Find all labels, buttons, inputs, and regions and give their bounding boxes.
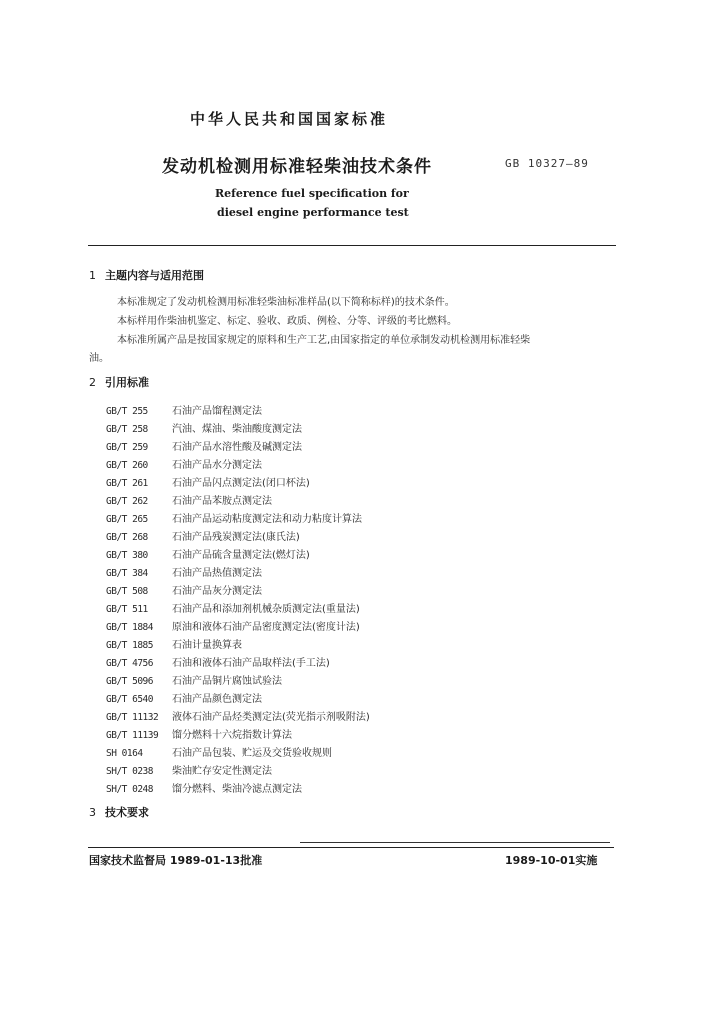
reference-code: GB/T 11132 xyxy=(106,712,159,723)
reference-row xyxy=(106,456,262,471)
reference-row xyxy=(106,726,292,741)
reference-code: SH/T 0238 xyxy=(106,766,153,777)
footer-divider-upper xyxy=(300,842,610,843)
section-2-title: 引用标准 xyxy=(105,376,149,389)
section-2-heading xyxy=(89,374,149,390)
reference-title: 石油和液体石油产品取样法(手工法) xyxy=(172,658,330,669)
reference-title: 馏分燃料、柴油冷滤点测定法 xyxy=(172,784,302,795)
reference-code: GB/T 508 xyxy=(106,586,148,597)
reference-code: GB/T 260 xyxy=(106,460,148,471)
standard-number: GB 10327—89 xyxy=(505,157,589,170)
reference-code: GB/T 511 xyxy=(106,604,148,615)
reference-title: 石油产品馏程测定法 xyxy=(172,406,262,417)
reference-title: 石油产品水溶性酸及碱测定法 xyxy=(172,442,302,453)
reference-row xyxy=(106,762,272,777)
document-title: 发动机检测用标准轻柴油技术条件 xyxy=(162,157,432,177)
reference-code: GB/T 265 xyxy=(106,514,148,525)
reference-code: GB/T 5096 xyxy=(106,676,153,687)
reference-code: GB/T 1885 xyxy=(106,640,153,651)
implementation-date: 1989-10-01实施 xyxy=(505,854,598,867)
section-3-title: 技术要求 xyxy=(105,806,149,819)
reference-code: GB/T 255 xyxy=(106,406,148,417)
reference-row xyxy=(106,564,262,579)
reference-code: GB/T 4756 xyxy=(106,658,153,669)
reference-title: 石油计量换算表 xyxy=(172,640,242,651)
reference-code: GB/T 258 xyxy=(106,424,148,435)
reference-row xyxy=(106,618,360,633)
reference-title: 原油和液体石油产品密度测定法(密度计法) xyxy=(172,622,360,633)
reference-title: 液体石油产品烃类测定法(荧光指示剂吸附法) xyxy=(172,712,370,723)
reference-row xyxy=(106,780,302,795)
section-3-number: 3 xyxy=(89,806,96,819)
section-3-heading xyxy=(89,804,149,820)
reference-row xyxy=(106,420,302,435)
reference-title: 石油产品灰分测定法 xyxy=(172,586,262,597)
approval-line: 国家技术监督局 1989-01-13批准 xyxy=(89,854,263,867)
reference-code: GB/T 1884 xyxy=(106,622,153,633)
reference-row xyxy=(106,600,360,615)
english-title-line-1: Reference fuel specification for xyxy=(215,187,409,200)
section-1-paragraph-3: 本标准所属产品是按国家规定的原料和生产工艺,由国家指定的单位承制发动机检测用标准轻柴 xyxy=(117,335,531,346)
reference-row xyxy=(106,582,262,597)
section-1-paragraph-2: 本标样用作柴油机鉴定、标定、验收、政质、例检、分等、评级的考比燃料。 xyxy=(117,316,457,327)
reference-code: SH 0164 xyxy=(106,748,143,759)
section-1-title: 主题内容与适用范围 xyxy=(105,269,204,282)
reference-row xyxy=(106,636,242,651)
reference-code: GB/T 259 xyxy=(106,442,148,453)
reference-row xyxy=(106,438,302,453)
reference-row xyxy=(106,672,282,687)
reference-code: SH/T 0248 xyxy=(106,784,153,795)
reference-title: 石油产品水分测定法 xyxy=(172,460,262,471)
reference-title: 石油产品苯胺点测定法 xyxy=(172,496,272,507)
reference-title: 石油产品热值测定法 xyxy=(172,568,262,579)
reference-row xyxy=(106,690,262,705)
reference-title: 石油产品和添加剂机械杂质测定法(重量法) xyxy=(172,604,360,615)
reference-code: GB/T 6540 xyxy=(106,694,153,705)
header-divider xyxy=(88,245,616,246)
section-1-paragraph-1: 本标准规定了发动机检测用标准轻柴油标准样品(以下简称标样)的技术条件。 xyxy=(117,297,455,308)
reference-code: GB/T 384 xyxy=(106,568,148,579)
reference-title: 石油产品铜片腐蚀试验法 xyxy=(172,676,282,687)
reference-title: 馏分燃料十六烷指数计算法 xyxy=(172,730,292,741)
section-1-paragraph-3-cont: 油。 xyxy=(89,353,109,364)
reference-title: 柴油贮存安定性测定法 xyxy=(172,766,272,777)
reference-title: 石油产品残炭测定法(康氏法) xyxy=(172,532,300,543)
reference-row xyxy=(106,744,332,759)
section-2-number: 2 xyxy=(89,376,96,389)
reference-title: 石油产品运动粘度测定法和动力粘度计算法 xyxy=(172,514,362,525)
reference-row xyxy=(106,708,370,723)
reference-row xyxy=(106,510,362,525)
reference-code: GB/T 268 xyxy=(106,532,148,543)
reference-row xyxy=(106,528,300,543)
reference-code: GB/T 262 xyxy=(106,496,148,507)
national-standard-title: 中华人民共和国国家标准 xyxy=(190,110,389,128)
reference-title: 汽油、煤油、柴油酸度测定法 xyxy=(172,424,302,435)
section-1-number: 1 xyxy=(89,269,96,282)
reference-code: GB/T 11139 xyxy=(106,730,159,741)
section-1-heading xyxy=(89,267,204,283)
reference-title: 石油产品颜色测定法 xyxy=(172,694,262,705)
reference-title: 石油产品闪点测定法(闭口杯法) xyxy=(172,478,310,489)
reference-code: GB/T 261 xyxy=(106,478,148,489)
reference-row xyxy=(106,474,310,489)
reference-row xyxy=(106,402,262,417)
footer-divider xyxy=(88,847,614,848)
reference-title: 石油产品包装、贮运及交货验收规则 xyxy=(172,748,332,759)
reference-row xyxy=(106,546,310,561)
english-title-line-2: diesel engine performance test xyxy=(217,206,409,219)
reference-row xyxy=(106,492,272,507)
reference-title: 石油产品硫含量测定法(燃灯法) xyxy=(172,550,310,561)
reference-code: GB/T 380 xyxy=(106,550,148,561)
reference-row xyxy=(106,654,330,669)
